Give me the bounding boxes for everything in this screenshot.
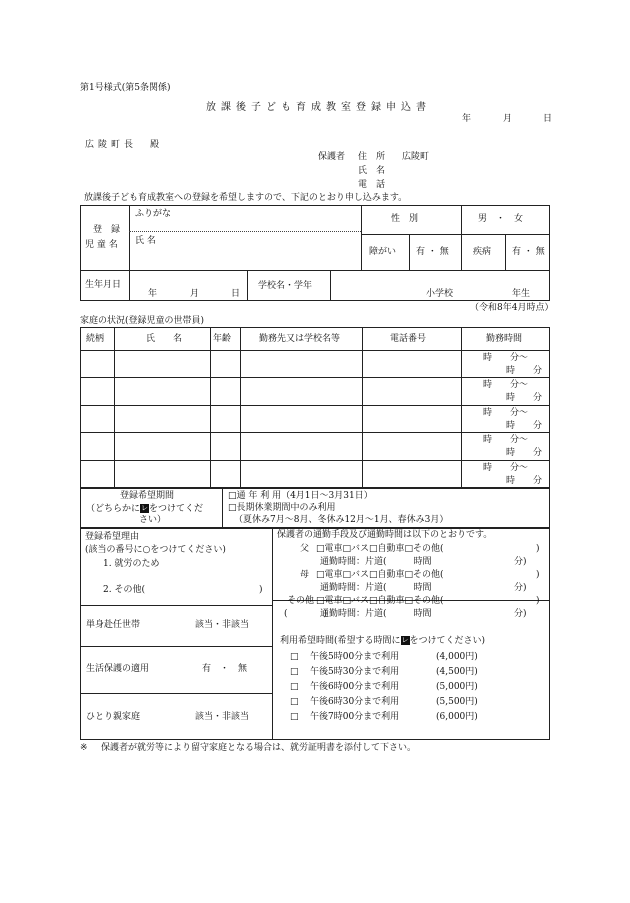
commute-father-time: 通勤時間：片道( 時間 xyxy=(320,557,432,567)
child-section-label-2: 児 童 名 xyxy=(85,240,118,250)
commute-heading: 保護者の通勤手段及び通勤時間は以下のとおりです。 xyxy=(277,530,493,540)
hours-to: 時 分 xyxy=(506,393,543,403)
commute-father-label: 父 xyxy=(300,544,310,554)
reason-instruction: (該当の番号に○をつけてください) xyxy=(85,545,226,555)
usage-option-checkbox[interactable]: □ xyxy=(290,712,299,722)
period-option-holidays[interactable]: □長期休業期間中のみ利用 xyxy=(228,503,336,513)
period-instruction-end: さい） xyxy=(139,515,167,525)
commute-other-means[interactable]: □電車□バス□自動車□その他( xyxy=(316,596,444,606)
usage-option-label[interactable]: 午後5時00分まで利用 xyxy=(310,652,400,662)
school-label: 学校名・学年 xyxy=(258,281,313,291)
usage-option-label[interactable]: 午後6時30分まで利用 xyxy=(310,697,400,707)
usage-option-fee: (4,500円) xyxy=(436,667,478,677)
addressee: 広陵町長 殿 xyxy=(85,140,164,150)
guardian-label: 保護者 xyxy=(318,152,346,162)
commute-mother-time: 通勤時間：片道( 時間 xyxy=(320,583,432,593)
col-phone: 電話番号 xyxy=(390,334,427,344)
usage-option-fee: (6,000円) xyxy=(436,712,478,722)
hours-from: 時 分～ xyxy=(483,463,529,473)
col-relation: 続柄 xyxy=(86,334,105,344)
commute-other-means-close: ) xyxy=(536,596,540,606)
hours-from: 時 分～ xyxy=(483,380,529,390)
check-mark-icon: レ xyxy=(401,636,409,644)
disability-value: 有 ・ 無 xyxy=(416,247,449,257)
single-post-value[interactable]: 該当・非該当 xyxy=(195,620,250,630)
guardian-name-label: 氏 名 xyxy=(358,166,386,176)
illness-label: 疾病 xyxy=(473,247,492,257)
usage-option-checkbox[interactable]: □ xyxy=(290,697,299,707)
hours-to: 時 分 xyxy=(506,366,543,376)
welfare-label: 生活保護の適用 xyxy=(86,664,150,674)
birth-month: 月 xyxy=(190,289,200,299)
single-parent-label: ひとり親家庭 xyxy=(86,712,141,722)
commute-father-means[interactable]: □電車□バス□自動車□その他( xyxy=(316,544,444,554)
usage-option-label[interactable]: 午後5時30分まで利用 xyxy=(310,667,400,677)
hours-to: 時 分 xyxy=(506,421,543,431)
child-section-label: 登 録 xyxy=(93,225,121,235)
date-month: 月 xyxy=(503,114,513,124)
usage-option-fee: (4,000円) xyxy=(436,652,478,662)
hours-to: 時 分 xyxy=(506,476,543,486)
gender-label: 性 別 xyxy=(391,214,419,224)
commute-father-means-close: ) xyxy=(536,544,540,554)
commute-other-label: その他 xyxy=(287,596,315,606)
commute-other-time-close: 分) xyxy=(514,609,527,619)
period-instruction: （どちらかにレをつけてくだ xyxy=(86,504,204,514)
furigana-label: ふりがな xyxy=(135,209,172,219)
gender-value: 男 ・ 女 xyxy=(478,214,524,224)
commute-mother-means[interactable]: □電車□バス□自動車□その他( xyxy=(316,570,444,580)
period-option-holidays-note: （夏休み7月～8月、冬休み12月～1月、春休み3月） xyxy=(234,515,449,525)
disability-label: 障がい xyxy=(369,247,397,257)
footnote: 保護者が就労等により留守家庭となる場合は、就労証明書を添付して下さい。 xyxy=(101,743,417,753)
form-title: 放課後子ども育成教室登録申込書 xyxy=(206,102,431,113)
form-number: 第1号様式(第5条関係) xyxy=(80,83,171,93)
usage-option-fee: (5,500円) xyxy=(436,697,478,707)
col-name: 氏 名 xyxy=(146,334,183,344)
usage-option-label[interactable]: 午後7時00分まで利用 xyxy=(310,712,400,722)
col-workplace: 勤務先又は学校名等 xyxy=(259,334,341,344)
intro-text: 放課後子ども育成教室への登録を希望しますので、下記のとおり申し込みます。 xyxy=(84,193,408,203)
hours-from: 時 分～ xyxy=(483,408,529,418)
reason-item-other[interactable]: 2. その他( xyxy=(103,585,145,595)
commute-other-time: 通勤時間：片道( 時間 xyxy=(320,609,432,619)
hours-from: 時 分～ xyxy=(483,353,529,363)
check-mark-icon: レ xyxy=(141,504,149,512)
hours-to: 時 分 xyxy=(506,448,543,458)
household-table xyxy=(80,327,550,488)
birth-label: 生年月日 xyxy=(85,280,122,290)
usage-option-fee: (5,000円) xyxy=(436,682,478,692)
reason-item-work[interactable]: 1. 就労のため xyxy=(103,559,160,569)
date-year: 年 xyxy=(462,114,472,124)
household-heading: 家庭の状況(登録児童の世帯員) xyxy=(80,316,205,326)
as-of-note: （令和8年4月時点） xyxy=(470,303,554,313)
col-work-hours: 勤務時間 xyxy=(486,334,523,344)
usage-heading: 利用希望時間(希望する時間にレをつけてください) xyxy=(280,636,486,646)
welfare-value[interactable]: 有 ・ 無 xyxy=(202,664,248,674)
guardian-address-value: 広陵町 xyxy=(402,152,430,162)
usage-option-checkbox[interactable]: □ xyxy=(290,652,299,662)
commute-mother-time-close: 分) xyxy=(514,583,527,593)
single-post-label: 単身赴任世帯 xyxy=(86,620,141,630)
birth-year: 年 xyxy=(148,289,158,299)
grade-suffix: 年生 xyxy=(512,289,531,299)
single-parent-value[interactable]: 該当・非該当 xyxy=(195,712,250,722)
period-label: 登録希望期間 xyxy=(120,491,175,501)
hours-from: 時 分～ xyxy=(483,435,529,445)
birth-day: 日 xyxy=(231,289,241,299)
illness-value: 有 ・ 無 xyxy=(512,247,545,257)
commute-mother-label: 母 xyxy=(300,570,310,580)
guardian-phone-label: 電 話 xyxy=(358,180,386,190)
guardian-address-label: 住 所 xyxy=(358,152,386,162)
footnote-mark: ※ xyxy=(80,743,88,753)
reason-item-other-close: ) xyxy=(259,585,263,595)
commute-father-time-close: 分) xyxy=(514,557,527,567)
period-option-yearly[interactable]: □通 年 利 用（4月1日～3月31日） xyxy=(228,491,373,501)
school-suffix: 小学校 xyxy=(426,289,454,299)
commute-mother-means-close: ) xyxy=(536,570,540,580)
col-age: 年齢 xyxy=(213,334,232,344)
usage-option-checkbox[interactable]: □ xyxy=(290,682,299,692)
usage-option-label[interactable]: 午後6時00分まで利用 xyxy=(310,682,400,692)
usage-option-checkbox[interactable]: □ xyxy=(290,667,299,677)
commute-other-paren: ( ) xyxy=(284,609,328,619)
date-day: 日 xyxy=(543,114,553,124)
reason-label: 登録希望理由 xyxy=(85,532,140,542)
child-name-label: 氏 名 xyxy=(135,236,156,246)
